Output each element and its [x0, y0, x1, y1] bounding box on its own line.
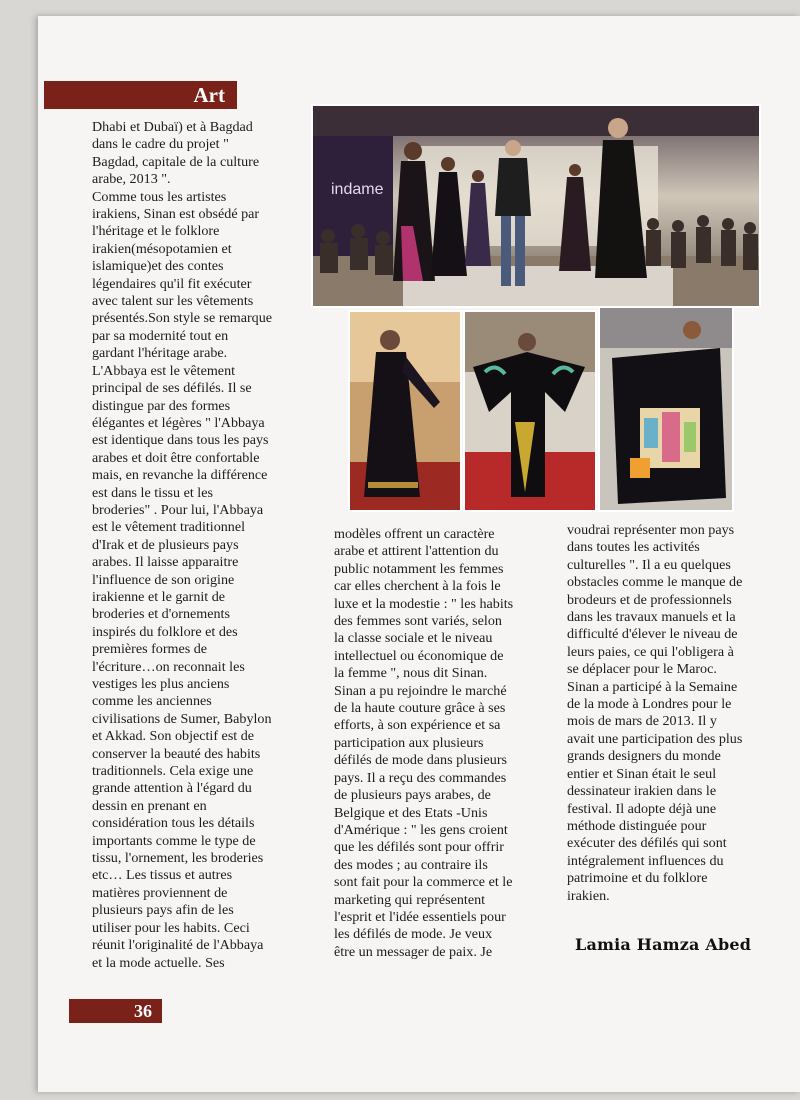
article-column-1: Dhabi et Dubaï) et à Bagdad dans le cadre du projet " Bagdad, capitale de la culture arabe, 2013 ". Comme tous les artistes irakiens, Sinan est obsédé par l'héritage et le folklore irakien(mésopotamien et islamique)et des contes légendaires qu'il fit exécuter avec talent sur les vêtements présentés.Son style se remarque par sa modernité tout en gardant l'héritage arabe. L'Abbaya est le vêtement principal de ses défilés. Il se distingue par des formes élégantes et légères " l'Abbaya est identique dans tous les pays arabes et doit être confortable mais, en revanche la différence est dans le tissu et les broderies" . Pour lui, l'Abbaya est le vêtement traditionnel d'Irak et de plusieurs pays arabes. Il laisse apparaitre l'influence de son origine irakienne et le garnit de broderies et d'ornements inspirés du folklore et des premières formes de l'écriture…on reconnait les vestiges les plus anciens comme les anciennes civilisations de Sumer, Babylon et Akkad. Son objectif est de conserver la beauté des habits traditionnels. Cela exige une grande attention à l'égard du dessin en prenant en considération tous les détails importants comme le type de tissu, l'ornement, les broderies etc… Les tissus et autres matières proviennent de plusieurs pays afin de les utiliser pour les habits. Ceci réunit l'originalité de l'Abbaya et la mode actuelle. Ses: [92, 119, 273, 971]
article-column-3: voudrai représenter mon pays dans toutes les activités culturelles ". Il a eu quelques obstacles comme le manque de brodeurs et de professionnels dans les travaux manuels et la difficulté d'élever le niveau de leurs paies, ce qui l'obligera à se déplacer pour le Maroc. Sinan a participé à la Semaine de la mode à Londres pour le mois de mars de 2013. Il y avait une participation des plus grands designers du monde entier et Sinan était le seul dessinateur irakien dans le festival. Il adopte déjà une méthode distinguée pour exécuter des défilés qui sont intégralement influences du patrimoine et du folklore irakien.: [567, 522, 743, 904]
model-photo-2: [463, 310, 597, 512]
runway-photo: [311, 104, 761, 308]
model-photo-1: [348, 310, 462, 512]
section-label: Art: [44, 81, 237, 109]
model-photo-3: [598, 306, 734, 512]
author-byline: Lamia Hamza Abed: [575, 935, 752, 954]
photo-sign-text: indame: [331, 181, 384, 198]
page-number: 36: [69, 999, 162, 1023]
article-column-2: modèles offrent un caractère arabe et attirent l'attention du public notamment les femmes car elles cherchent à la fois le luxe et la modestie : " les habits des femmes sont variés, selon la classe sociale et le niveau intellectuel ou économique de la femme ", nous dit Sinan. Sinan a pu rejoindre le marché de la haute couture grâce à ses efforts, à son expérience et sa participation aux plusieurs défilés de mode dans plusieurs pays. Il a reçu des commandes de plusieurs pays arabes, de Belgique et des Etats -Unis d'Amérique : " les gens croient que les défilés sont pour offrir des modes ; au contraire ils sont fait pour la commerce et le marketing qui représentent l'esprit et l'idée essentiels pour les défilés de mode. Je veux être un messager de paix. Je: [334, 526, 514, 960]
